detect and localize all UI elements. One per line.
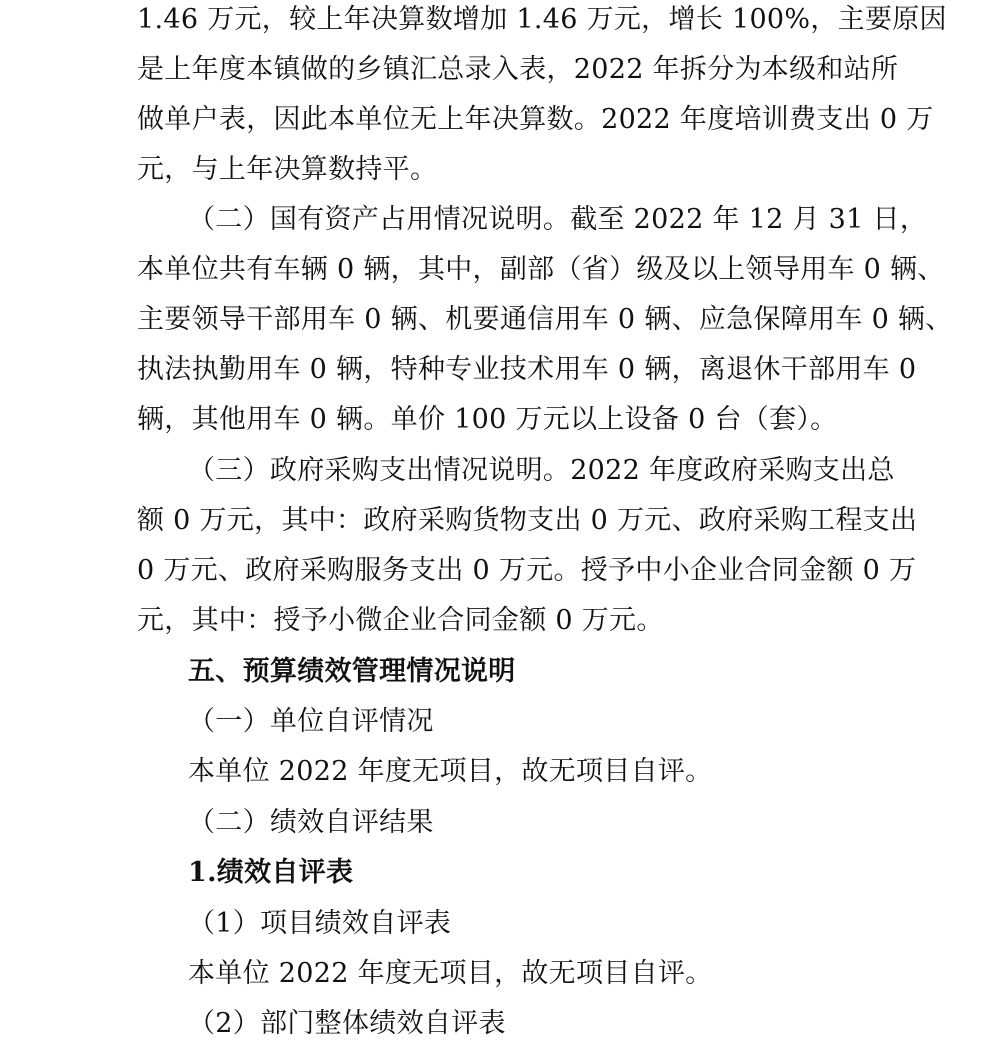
numbered-heading: 1.绩效自评表 (188, 857, 354, 888)
paragraph-line: 本单位共有车辆 0 辆，其中，副部（省）级及以上领导用车 0 辆、 (137, 254, 945, 285)
paragraph-line: 元，与上年决算数持平。 (137, 154, 438, 185)
paragraph-line: 本单位 2022 年度无项目，故无项目自评。 (188, 958, 713, 989)
list-heading: （1）项目绩效自评表 (188, 908, 452, 939)
subsection-heading-procurement: （三）政府采购支出情况说明。2022 年度政府采购支出总 (188, 455, 895, 486)
paragraph-line: 主要领导干部用车 0 辆、机要通信用车 0 辆、应急保障用车 0 辆、 (137, 304, 953, 335)
subsection-heading: （一）单位自评情况 (188, 706, 434, 737)
paragraph-line: 是上年度本镇做的乡镇汇总录入表，2022 年拆分为本级和站所 (137, 54, 899, 85)
paragraph-line: 0 万元、政府采购服务支出 0 万元。授予中小企业合同金额 0 万 (137, 555, 917, 586)
subsection-heading: （二）绩效自评结果 (188, 807, 434, 838)
subsection-heading-assets: （二）国有资产占用情况说明。截至 2022 年 12 月 31 日， (188, 204, 928, 235)
paragraph-line: 1.46 万元，较上年决算数增加 1.46 万元，增长 100%，主要原因 (137, 4, 947, 35)
paragraph-line: 执法执勤用车 0 辆，特种专业技术用车 0 辆，离退休干部用车 0 (137, 354, 917, 385)
paragraph-line: 辆，其他用车 0 辆。单价 100 万元以上设备 0 台（套）。 (137, 404, 838, 435)
paragraph-line: 元，其中：授予小微企业合同金额 0 万元。 (137, 605, 664, 636)
list-heading: （2）部门整体绩效自评表 (188, 1008, 506, 1039)
paragraph-line: 额 0 万元，其中：政府采购货物支出 0 万元、政府采购工程支出 (137, 505, 918, 536)
paragraph-line: 做单户表，因此本单位无上年决算数。2022 年度培训费支出 0 万 (137, 104, 934, 135)
section-heading: 五、预算绩效管理情况说明 (188, 656, 516, 687)
paragraph-line: 本单位 2022 年度无项目，故无项目自评。 (188, 756, 713, 787)
